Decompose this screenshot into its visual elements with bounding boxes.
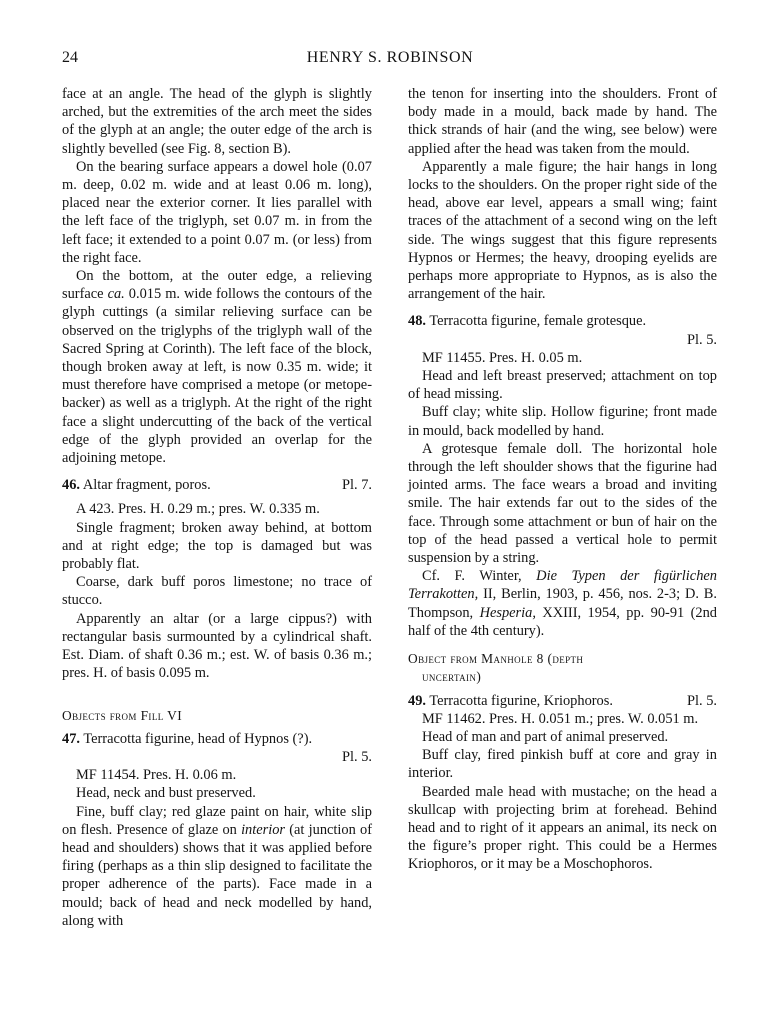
entry-number: 48. (408, 313, 426, 330)
entry-number: 47. (62, 730, 80, 747)
paragraph: A grotesque female doll. The horizontal hole through the left shoulder shows that the figurine had jointed arms. The face wears a broad and inviting smile. The hair extends far out to the sides of the face. Through some attachment or bun of hair on the top of the head passed a vertical hole to permit suspension by a string. (408, 440, 717, 567)
catalog-entry-49 (408, 692, 717, 710)
text-run: II, Berlin, 1903, p. 456, nos. 2-3; D. B. Thompson, (408, 586, 717, 621)
paragraph (62, 267, 372, 467)
italic-term: ca. (107, 286, 125, 303)
paragraph: face at an angle. The head of the glyph is slightly arched, but the extremities of the arch meet the sides of the glyph at an angle; the outer edge of the arch is slightly bevelled (see Fig. 8, section B). (62, 86, 372, 157)
text-run: XXIII, 1954, pp. 90-91 (2nd half of the 4th century). (408, 604, 717, 639)
catalog-entry-48 (408, 312, 717, 330)
paragraph: Buff clay, fired pinkish buff at core and gray in interior. (408, 747, 717, 782)
page-header (62, 49, 718, 71)
italic-term: interior (241, 821, 286, 838)
text-run: 0.015 m. wide follows the contours of the glyph cuttings (a similar relieving surface can be observed on the triglyphs of the triglyph wall of the Sacred Spring at Corinth). The left face of the block, though broken away at left, is now 0.35 m. wide; it must therefore have comprised a metope (or metope-backer) as well as a triglyph. At the right of the right face a slight undercutting of the back of the vertical edge of the glyph provided an overlap for the adjoining metope. (62, 286, 372, 467)
entry-title: Terracotta figurine, Kriophoros. (429, 692, 613, 709)
entry-title: Terracotta figurine, female grotesque. (429, 313, 647, 330)
text-run: On the bottom, at the outer edge, a relieving surface (62, 268, 372, 303)
entry-title: Altar fragment, poros. (82, 477, 211, 494)
paragraph: A 423. Pres. H. 0.29 m.; pres. W. 0.335 m. (76, 501, 320, 518)
paragraph: Apparently a male figure; the hair hangs in long locks to the shoulders. On the proper right side of the head, above ear level, appears a small wing; faint traces of the attachment of a second wing on the left side. The wings suggest that this figure represents Hypnos or Hermes; the heavy, drooping eyelids are perhaps more appropriate to Hypnos, as is also the arrangement of the hair. (408, 158, 717, 303)
paragraph: Head and left breast preserved; attachment on top of head missing. (408, 368, 717, 403)
italic-title: Hesperia, (479, 604, 536, 621)
paragraph: Head, neck and bust preserved. (76, 785, 256, 802)
paragraph: MF 11455. Pres. H. 0.05 m. (422, 349, 583, 366)
section-heading: Objects from Fill VI (62, 707, 183, 723)
paragraph: Bearded male head with mustache; on the head a skullcap with projecting brim at forehead. Behind head and to right of it appears an animal, its neck on the figure’s proper right. This could be a Hermes Kriophoros, or it may be a Moschophoros. (408, 783, 717, 873)
italic-title: Die Typen der figürlichen Terrakotten, (408, 568, 717, 603)
paragraph: Head of man and part of animal preserved. (422, 728, 669, 745)
paragraph: Buff clay; white slip. Hollow figurine; front made in mould, back modelled by hand. (408, 404, 717, 439)
page-number: 24 (62, 49, 78, 66)
paragraph: the tenon for inserting into the shoulders. Front of body made in a mould, back made by hand. The thick strands of hair (and the wing, see below) were applied after the head was taken from the mould. (408, 86, 717, 157)
text-run: Cf. F. Winter, (422, 568, 522, 585)
text-run: (at junction of head and shoulders) shows that it was applied before firing (perhaps as a thin slip designed to facilitate the proper adherence of the parts). Face made in a mould; back of head and neck modelled by hand, along with (62, 821, 372, 929)
text-run: Fine, buff clay; red glaze paint on hair, white slip on flesh. Presence of glaze on (62, 803, 372, 838)
section-heading-continued: uncertain) (422, 669, 482, 685)
citation (408, 567, 717, 640)
plate-reference: Pl. 5. (687, 331, 717, 348)
paragraph: On the bearing surface appears a dowel hole (0.07 m. deep, 0.02 m. wide and at least 0.06 m. long), placed near the exterior corner. It lies parallel with the left face of the triglyph, set 0.07 m. in from the left face; it extended to a point 0.07 m. (or less) from the right face. (62, 158, 372, 266)
paragraph (62, 803, 372, 930)
paragraph: MF 11454. Pres. H. 0.06 m. (76, 767, 237, 784)
section-heading: Object from Manhole 8 (depth (408, 651, 584, 667)
paragraph: MF 11462. Pres. H. 0.051 m.; pres. W. 0.051 m. (422, 710, 699, 727)
catalog-entry-47 (62, 730, 372, 748)
entry-number: 49. (408, 692, 426, 709)
entry-title: Terracotta figurine, head of Hypnos (?). (83, 730, 313, 747)
catalog-entry-46 (62, 476, 372, 494)
running-head: HENRY S. ROBINSON (306, 49, 474, 66)
plate-reference: Pl. 7. (342, 477, 372, 494)
plate-reference: Pl. 5. (687, 692, 717, 709)
plate-reference: Pl. 5. (342, 748, 372, 765)
left-column (62, 85, 372, 930)
paragraph: Coarse, dark buff poros limestone; no trace of stucco. (62, 574, 372, 609)
right-column (408, 85, 717, 874)
paragraph: Single fragment; broken away behind, at bottom and at right edge; the top is damaged but was probably flat. (62, 519, 372, 573)
paragraph: Apparently an altar (or a large cippus?) with rectangular basis surmounted by a cylindrical shaft. Est. Diam. of shaft 0.36 m.; est. W. of basis 0.36 m.; pres. H. of basis 0.095 m. (62, 610, 372, 682)
entry-number: 46. (62, 477, 80, 494)
